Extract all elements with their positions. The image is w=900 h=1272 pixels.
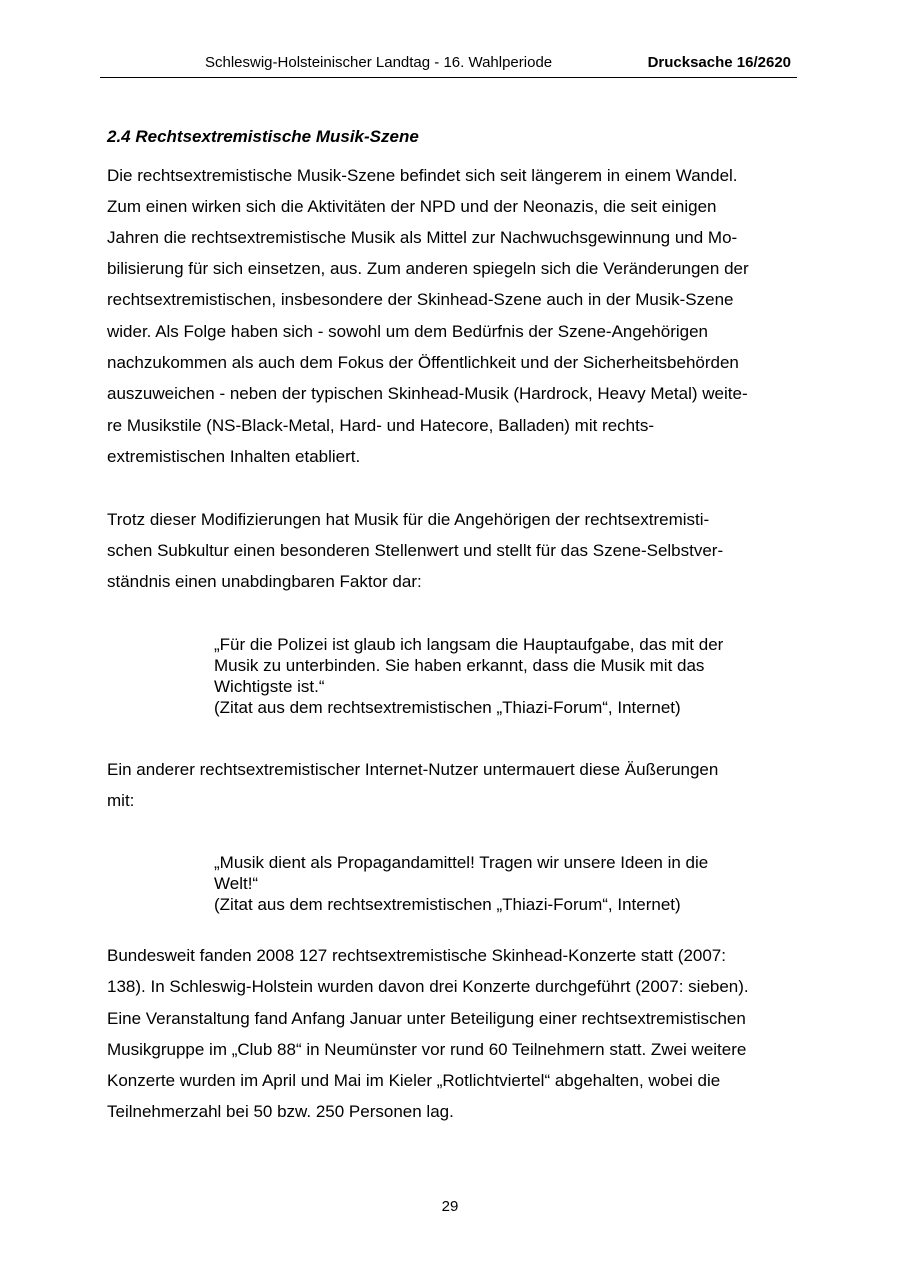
paragraph-line: Die rechtsextremistische Musik-Szene befindet sich seit längerem in einem Wandel. — [107, 166, 738, 185]
document-number: Drucksache 16/2620 — [647, 54, 791, 71]
paragraph-line: mit: — [107, 791, 135, 810]
paragraph-line: Konzerte wurden im April und Mai im Kieler „Rotlichtviertel“ abgehalten, wobei die — [107, 1071, 721, 1090]
paragraph-line: Trotz dieser Modifizierungen hat Musik für die Angehörigen der rechtsextremisti- — [107, 510, 710, 529]
page-number: 29 — [441, 1198, 459, 1215]
paragraph-line: bilisierung für sich einsetzen, aus. Zum anderen spiegeln sich die Veränderungen der — [107, 259, 749, 278]
paragraph-line: rechtsextremistischen, insbesondere der Skinhead-Szene auch in der Musik-Szene — [107, 290, 734, 309]
paragraph-line: wider. Als Folge haben sich - sowohl um dem Bedürfnis der Szene-Angehörigen — [107, 322, 709, 341]
page-header — [100, 53, 797, 78]
quote-citation: (Zitat aus dem rechtsextremistischen „Thiazi-Forum“, Internet) — [214, 895, 681, 914]
paragraph-line: Eine Veranstaltung fand Anfang Januar unter Beteiligung einer rechtsextremistischen — [107, 1009, 746, 1028]
header-title: Schleswig-Holsteinischer Landtag - 16. Wahlperiode — [205, 54, 553, 71]
quote-line: Welt!“ — [214, 874, 259, 893]
quote-line: Wichtigste ist.“ — [214, 677, 325, 696]
paragraph-line: schen Subkultur einen besonderen Stellenwert und stellt für das Szene-Selbstver- — [107, 541, 724, 560]
quote-line: „Für die Polizei ist glaub ich langsam die Hauptaufgabe, das mit der — [214, 635, 724, 654]
paragraph-line: extremistischen Inhalten etabliert. — [107, 447, 361, 466]
paragraph-line: Teilnehmerzahl bei 50 bzw. 250 Personen lag. — [107, 1102, 454, 1121]
paragraph-line: re Musikstile (NS-Black-Metal, Hard- und Hatecore, Balladen) mit rechts- — [107, 416, 655, 435]
quote-line: Musik zu unterbinden. Sie haben erkannt, dass die Musik mit das — [214, 656, 705, 675]
paragraph-line: auszuweichen - neben der typischen Skinhead-Musik (Hardrock, Heavy Metal) weite- — [107, 384, 748, 403]
paragraph-line: nachzukommen als auch dem Fokus der Öffentlichkeit und der Sicherheitsbehörden — [107, 353, 739, 372]
quote-citation: (Zitat aus dem rechtsextremistischen „Thiazi-Forum“, Internet) — [214, 698, 681, 717]
paragraph-line: Jahren die rechtsextremistische Musik als Mittel zur Nachwuchsgewinnung und Mo- — [107, 228, 738, 247]
paragraph-line: ständnis einen unabdingbaren Faktor dar: — [107, 572, 422, 591]
section-heading: 2.4 Rechtsextremistische Musik-Szene — [107, 127, 419, 146]
paragraph-line: 138). In Schleswig-Holstein wurden davon drei Konzerte durchgeführt (2007: sieben). — [107, 977, 749, 996]
paragraph-line: Bundesweit fanden 2008 127 rechtsextremistische Skinhead-Konzerte statt (2007: — [107, 946, 726, 965]
quote-line: „Musik dient als Propagandamittel! Tragen wir unsere Ideen in die — [214, 853, 709, 872]
paragraph-line: Ein anderer rechtsextremistischer Internet-Nutzer untermauert diese Äußerungen — [107, 760, 719, 779]
paragraph-line: Musikgruppe im „Club 88“ in Neumünster vor rund 60 Teilnehmern statt. Zwei weitere — [107, 1040, 747, 1059]
paragraph-line: Zum einen wirken sich die Aktivitäten der NPD und der Neonazis, die seit einigen — [107, 197, 717, 216]
